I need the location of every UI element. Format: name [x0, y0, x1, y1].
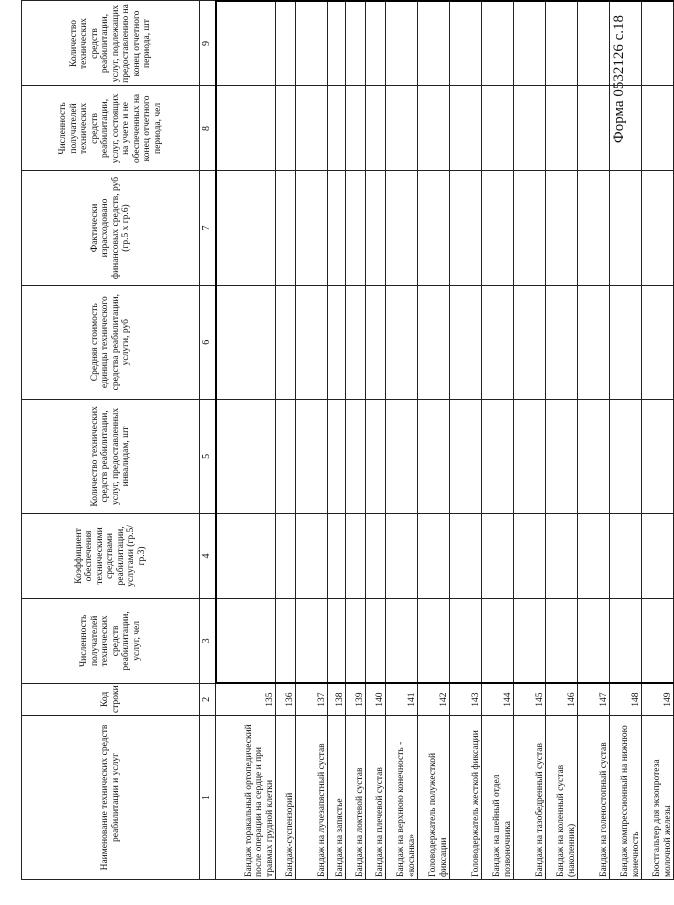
empty-cell — [328, 399, 346, 513]
table-row — [296, 1, 328, 880]
empty-cell — [450, 399, 482, 513]
row-code: 146 — [546, 683, 578, 715]
empty-cell — [216, 514, 276, 599]
empty-cell — [296, 86, 328, 171]
empty-cell — [610, 514, 642, 599]
row-code: 138 — [328, 683, 346, 715]
header-spent: Фактически израсходовано финансовых средств, руб (гр.5 х гр.6) — [22, 171, 200, 285]
row-code: 140 — [366, 683, 386, 715]
empty-cell — [546, 86, 578, 171]
column-number: 7 — [200, 171, 216, 285]
row-name: Бандаж на верхнюю конечность - «косынка» — [386, 716, 418, 880]
empty-cell — [642, 399, 674, 513]
empty-cell — [514, 86, 546, 171]
empty-cell — [386, 86, 418, 171]
row-name: Бандаж на плечевой сустав — [366, 716, 386, 880]
table-row — [276, 1, 296, 880]
empty-cell — [482, 514, 514, 599]
empty-cell — [386, 514, 418, 599]
empty-cell — [482, 285, 514, 399]
empty-cell — [418, 171, 450, 285]
empty-cell — [450, 86, 482, 171]
table-row — [578, 1, 610, 880]
row-name: Бандаж на лучезапястный сустав — [296, 716, 328, 880]
empty-cell — [276, 285, 296, 399]
header-quantity-provided: Количество технических средств реабилитации, услуг, предоставленных инвалидам, шт — [22, 399, 200, 513]
empty-cell — [346, 598, 366, 683]
row-code: 143 — [450, 683, 482, 715]
empty-cell — [296, 598, 328, 683]
empty-cell — [450, 285, 482, 399]
header-average-cost: Средняя стоимость единицы технического средства реабилитации, услуги, руб — [22, 285, 200, 399]
empty-cell — [578, 598, 610, 683]
table-row — [482, 1, 514, 880]
empty-cell — [328, 285, 346, 399]
empty-cell — [386, 285, 418, 399]
column-number: 9 — [200, 1, 216, 86]
empty-cell — [328, 1, 346, 86]
table-row — [642, 1, 674, 880]
empty-cell — [366, 514, 386, 599]
empty-cell — [418, 86, 450, 171]
row-name: Бандаж на голеностопный сустав — [578, 716, 610, 880]
row-code: 135 — [216, 683, 276, 715]
empty-cell — [418, 1, 450, 86]
row-name: Бандаж на шейный отдел позвоночника — [482, 716, 514, 880]
empty-cell — [578, 171, 610, 285]
empty-cell — [328, 86, 346, 171]
column-number-row — [200, 1, 216, 880]
row-name: Бюстгальтер для экзопротеза молочной железы — [642, 716, 674, 880]
row-code: 148 — [610, 683, 642, 715]
column-number: 8 — [200, 86, 216, 171]
empty-cell — [418, 399, 450, 513]
report-table — [21, 0, 674, 880]
table-row — [418, 1, 450, 880]
column-number: 6 — [200, 285, 216, 399]
empty-cell — [514, 171, 546, 285]
empty-cell — [578, 514, 610, 599]
header-recipients: Численность получателей технических средств реабилитации, услуг, чел — [22, 598, 200, 683]
table-row — [450, 1, 482, 880]
empty-cell — [642, 514, 674, 599]
row-code: 139 — [346, 683, 366, 715]
empty-cell — [610, 171, 642, 285]
empty-cell — [642, 1, 674, 86]
header-unprovided-recipients: Численность получателей технических средств реабилитации, услуг, состоящих на учете и не обеспеченных на конец отчетного периода, чел — [22, 86, 200, 171]
empty-cell — [514, 514, 546, 599]
row-code: 137 — [296, 683, 328, 715]
empty-cell — [514, 1, 546, 86]
row-name: Головодержатель полужесткой фиксации — [418, 716, 450, 880]
empty-cell — [450, 171, 482, 285]
empty-cell — [296, 514, 328, 599]
empty-cell — [366, 598, 386, 683]
column-number: 5 — [200, 399, 216, 513]
row-name: Головодержатель жесткой фиксации — [450, 716, 482, 880]
empty-cell — [386, 399, 418, 513]
empty-cell — [386, 171, 418, 285]
row-name: Бандаж на локтевой сустав — [346, 716, 366, 880]
empty-cell — [546, 514, 578, 599]
header-row — [22, 1, 200, 880]
row-code: 144 — [482, 683, 514, 715]
table-row — [346, 1, 366, 880]
empty-cell — [216, 598, 276, 683]
empty-cell — [346, 399, 366, 513]
empty-cell — [276, 171, 296, 285]
row-name: Бандаж на тазобедренный сустав — [514, 716, 546, 880]
empty-cell — [276, 86, 296, 171]
empty-cell — [276, 399, 296, 513]
empty-cell — [418, 514, 450, 599]
empty-cell — [366, 285, 386, 399]
empty-cell — [450, 598, 482, 683]
empty-cell — [482, 86, 514, 171]
empty-cell — [328, 598, 346, 683]
table-row — [216, 1, 276, 880]
empty-cell — [276, 514, 296, 599]
column-number: 4 — [200, 514, 216, 599]
empty-cell — [578, 1, 610, 86]
empty-cell — [578, 86, 610, 171]
empty-cell — [514, 598, 546, 683]
empty-cell — [216, 399, 276, 513]
empty-cell — [366, 399, 386, 513]
row-name: Бандаж на запястье — [328, 716, 346, 880]
empty-cell — [578, 285, 610, 399]
table-row — [546, 1, 578, 880]
empty-cell — [514, 399, 546, 513]
empty-cell — [610, 1, 642, 86]
empty-cell — [346, 171, 366, 285]
empty-cell — [216, 1, 276, 86]
empty-cell — [482, 399, 514, 513]
row-code: 141 — [386, 683, 418, 715]
empty-cell — [296, 171, 328, 285]
empty-cell — [610, 285, 642, 399]
column-number: 2 — [200, 683, 216, 715]
empty-cell — [418, 598, 450, 683]
column-number: 1 — [200, 716, 216, 880]
empty-cell — [514, 285, 546, 399]
empty-cell — [328, 171, 346, 285]
row-code: 145 — [514, 683, 546, 715]
empty-cell — [346, 514, 366, 599]
empty-cell — [482, 1, 514, 86]
empty-cell — [546, 285, 578, 399]
empty-cell — [610, 598, 642, 683]
column-number: 3 — [200, 598, 216, 683]
empty-cell — [366, 1, 386, 86]
empty-cell — [450, 1, 482, 86]
empty-cell — [418, 285, 450, 399]
empty-cell — [642, 86, 674, 171]
empty-cell — [610, 86, 642, 171]
empty-cell — [546, 171, 578, 285]
table-row — [610, 1, 642, 880]
empty-cell — [386, 1, 418, 86]
empty-cell — [546, 399, 578, 513]
header-quantity-due: Количество технических средств реабилитации, услуг, подлежащих предоставлению на конец отчетного периода, шт — [22, 1, 200, 86]
row-name: Бандаж-суспензорий — [276, 716, 296, 880]
empty-cell — [482, 171, 514, 285]
empty-cell — [482, 598, 514, 683]
empty-cell — [216, 171, 276, 285]
header-coefficient: Коэффициент обеспечения техническими средствами реабилитации, услугами (гр.5/гр.3) — [22, 514, 200, 599]
empty-cell — [296, 399, 328, 513]
empty-cell — [610, 399, 642, 513]
empty-cell — [366, 86, 386, 171]
empty-cell — [328, 514, 346, 599]
table-row — [328, 1, 346, 880]
header-code: Код строки — [22, 683, 200, 715]
empty-cell — [578, 399, 610, 513]
empty-cell — [346, 86, 366, 171]
row-name: Бандаж на коленный сустав (наколенник) — [546, 716, 578, 880]
header-name: Наименование технических средств реабилитации и услуг — [22, 716, 200, 880]
empty-cell — [346, 285, 366, 399]
table-row — [386, 1, 418, 880]
empty-cell — [642, 171, 674, 285]
empty-cell — [296, 285, 328, 399]
row-name: Бандаж компрессионный на нижнюю конечность — [610, 716, 642, 880]
empty-cell — [296, 1, 328, 86]
row-code: 142 — [418, 683, 450, 715]
row-code: 149 — [642, 683, 674, 715]
empty-cell — [546, 598, 578, 683]
empty-cell — [386, 598, 418, 683]
empty-cell — [276, 598, 296, 683]
row-name: Бандаж торакальный ортопедический после операции на сердце и при травмах грудной клетки — [216, 716, 276, 880]
empty-cell — [450, 514, 482, 599]
empty-cell — [642, 598, 674, 683]
empty-cell — [366, 171, 386, 285]
empty-cell — [216, 285, 276, 399]
form-number: Форма 0532126 с.18 — [611, 15, 627, 144]
table-row — [514, 1, 546, 880]
row-code: 147 — [578, 683, 610, 715]
empty-cell — [276, 1, 296, 86]
empty-cell — [546, 1, 578, 86]
row-code: 136 — [276, 683, 296, 715]
table-row — [366, 1, 386, 880]
empty-cell — [346, 1, 366, 86]
empty-cell — [642, 285, 674, 399]
empty-cell — [216, 86, 276, 171]
